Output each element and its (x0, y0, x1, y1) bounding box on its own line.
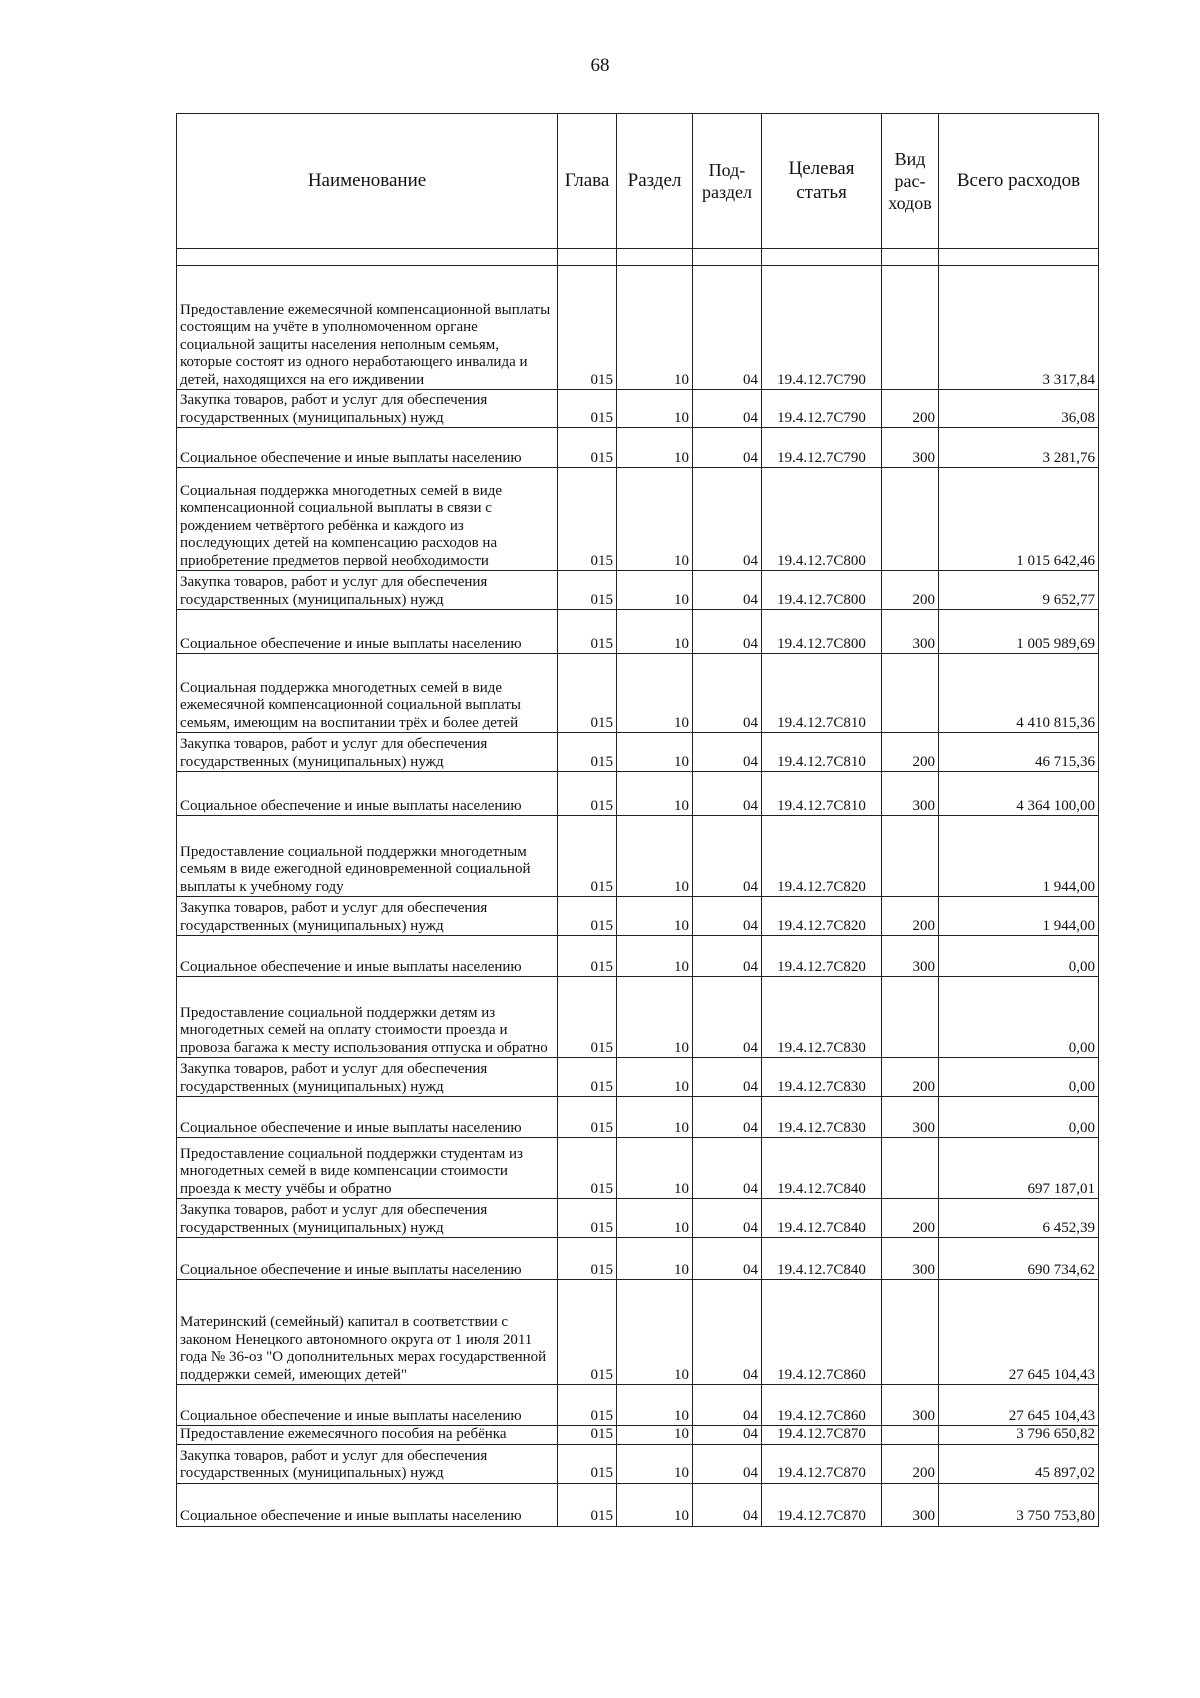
row-target-article: 19.4.12.7С820 (762, 936, 882, 977)
row-target-article: 19.4.12.7С840 (762, 1199, 882, 1238)
row-name: Социальное обеспечение и иные выплаты населению (177, 772, 558, 816)
table-row (177, 1238, 1099, 1280)
row-expense-type (882, 1280, 939, 1385)
row-subsection: 04 (693, 816, 762, 897)
budget-table (176, 113, 1099, 1527)
row-section: 10 (617, 772, 693, 816)
row-target-article: 19.4.12.7С800 (762, 468, 882, 571)
row-target-article: 19.4.12.7С840 (762, 1138, 882, 1199)
row-section: 10 (617, 1280, 693, 1385)
row-total: 3 796 650,82 (939, 1426, 1099, 1445)
row-section: 10 (617, 1483, 693, 1526)
row-target-article: 19.4.12.7С790 (762, 428, 882, 468)
row-total: 4 410 815,36 (939, 654, 1099, 733)
row-expense-type (882, 977, 939, 1058)
page-number: 68 (590, 55, 610, 76)
row-total: 1 005 989,69 (939, 610, 1099, 654)
row-target-article: 19.4.12.7С790 (762, 266, 882, 390)
row-name: Социальная поддержка многодетных семей в виде ежемесячной компенсационной социальной выплаты семьям, имеющим на воспитании трёх и более детей (177, 654, 558, 733)
row-target-article: 19.4.12.7С820 (762, 897, 882, 936)
row-target-article: 19.4.12.7С790 (762, 390, 882, 428)
row-subsection: 04 (693, 936, 762, 977)
row-chapter: 015 (558, 733, 617, 772)
row-target-article: 19.4.12.7С870 (762, 1426, 882, 1445)
row-section: 10 (617, 1097, 693, 1138)
row-total: 0,00 (939, 1097, 1099, 1138)
row-subsection: 04 (693, 266, 762, 390)
row-total: 0,00 (939, 936, 1099, 977)
row-total: 3 750 753,80 (939, 1483, 1099, 1526)
row-target-article: 19.4.12.7С820 (762, 816, 882, 897)
row-name: Материнский (семейный) капитал в соответствии с законом Ненецкого автономного округа от 1 июля 2011 года № 36-оз "О дополнительных мерах государственной поддержки семей, имеющих детей" (177, 1280, 558, 1385)
row-name: Предоставление ежемесячного пособия на ребёнка (177, 1426, 558, 1445)
row-section: 10 (617, 654, 693, 733)
row-total: 9 652,77 (939, 571, 1099, 610)
row-chapter: 015 (558, 266, 617, 390)
table-row (177, 468, 1099, 571)
row-chapter: 015 (558, 1483, 617, 1526)
row-section: 10 (617, 816, 693, 897)
row-total: 697 187,01 (939, 1138, 1099, 1199)
table-row (177, 390, 1099, 428)
row-expense-type (882, 266, 939, 390)
row-name: Предоставление социальной поддержки многодетным семьям в виде ежегодной единовременной социальной выплаты к учебному году (177, 816, 558, 897)
row-chapter: 015 (558, 571, 617, 610)
row-subsection: 04 (693, 390, 762, 428)
table-row (177, 1097, 1099, 1138)
row-section: 10 (617, 571, 693, 610)
row-name: Предоставление социальной поддержки детям из многодетных семей на оплату стоимости проезда и провоза багажа к месту использования отпуска и обратно (177, 977, 558, 1058)
row-total: 27 645 104,43 (939, 1385, 1099, 1426)
row-expense-type (882, 468, 939, 571)
header-gap-row (177, 249, 1099, 266)
table-row (177, 816, 1099, 897)
row-chapter: 015 (558, 1058, 617, 1097)
row-total: 1 944,00 (939, 816, 1099, 897)
row-subsection: 04 (693, 1444, 762, 1483)
row-name: Закупка товаров, работ и услуг для обеспечения государственных (муниципальных) нужд (177, 1199, 558, 1238)
row-total: 690 734,62 (939, 1238, 1099, 1280)
row-name: Закупка товаров, работ и услуг для обеспечения государственных (муниципальных) нужд (177, 1058, 558, 1097)
row-expense-type: 200 (882, 571, 939, 610)
row-chapter: 015 (558, 1444, 617, 1483)
row-expense-type: 200 (882, 390, 939, 428)
row-expense-type: 300 (882, 772, 939, 816)
table-row (177, 977, 1099, 1058)
row-expense-type (882, 654, 939, 733)
row-chapter: 015 (558, 772, 617, 816)
table-header-row (177, 114, 1099, 249)
row-subsection: 04 (693, 1058, 762, 1097)
header-section: Раздел (617, 114, 693, 249)
row-subsection: 04 (693, 1426, 762, 1445)
row-total: 36,08 (939, 390, 1099, 428)
row-section: 10 (617, 1199, 693, 1238)
row-total: 0,00 (939, 1058, 1099, 1097)
row-name: Социальное обеспечение и иные выплаты населению (177, 1483, 558, 1526)
row-chapter: 015 (558, 1385, 617, 1426)
row-expense-type (882, 816, 939, 897)
row-target-article: 19.4.12.7С840 (762, 1238, 882, 1280)
table-row (177, 428, 1099, 468)
row-total: 1 015 642,46 (939, 468, 1099, 571)
row-expense-type (882, 1138, 939, 1199)
row-target-article: 19.4.12.7С870 (762, 1483, 882, 1526)
row-target-article: 19.4.12.7С810 (762, 654, 882, 733)
row-section: 10 (617, 1058, 693, 1097)
row-subsection: 04 (693, 1483, 762, 1526)
row-chapter: 015 (558, 897, 617, 936)
row-expense-type: 300 (882, 610, 939, 654)
header-chapter: Глава (558, 114, 617, 249)
row-chapter: 015 (558, 1280, 617, 1385)
table-row (177, 1483, 1099, 1526)
row-expense-type: 200 (882, 897, 939, 936)
row-total: 46 715,36 (939, 733, 1099, 772)
row-section: 10 (617, 468, 693, 571)
row-name: Предоставление ежемесячной компенсационной выплаты состоящим на учёте в уполномоченном органе социальной защиты населения неполным семьям, которые состоят из одного неработающего инвалида и детей, находящихся на его иждивении (177, 266, 558, 390)
table-row (177, 1199, 1099, 1238)
row-name: Социальное обеспечение и иные выплаты населению (177, 936, 558, 977)
row-subsection: 04 (693, 1199, 762, 1238)
table-row (177, 1385, 1099, 1426)
row-expense-type (882, 1426, 939, 1445)
header-subsection: Под- раздел (693, 114, 762, 249)
row-subsection: 04 (693, 1138, 762, 1199)
row-subsection: 04 (693, 428, 762, 468)
row-chapter: 015 (558, 1426, 617, 1445)
table-row (177, 654, 1099, 733)
row-expense-type: 300 (882, 1385, 939, 1426)
row-total: 45 897,02 (939, 1444, 1099, 1483)
row-name: Социальная поддержка многодетных семей в виде компенсационной социальной выплаты в связи с рождением четвёртого ребёнка и каждого из последующих детей на компенсацию расходов на приобретение предметов первой необходимости (177, 468, 558, 571)
row-subsection: 04 (693, 1238, 762, 1280)
row-name: Закупка товаров, работ и услуг для обеспечения государственных (муниципальных) нужд (177, 571, 558, 610)
row-expense-type: 300 (882, 428, 939, 468)
table-row (177, 733, 1099, 772)
row-target-article: 19.4.12.7С830 (762, 1097, 882, 1138)
row-name: Социальное обеспечение и иные выплаты населению (177, 610, 558, 654)
row-target-article: 19.4.12.7С830 (762, 1058, 882, 1097)
row-expense-type: 300 (882, 1238, 939, 1280)
row-section: 10 (617, 1444, 693, 1483)
row-total: 27 645 104,43 (939, 1280, 1099, 1385)
row-expense-type: 300 (882, 1483, 939, 1526)
header-name: Наименование (177, 114, 558, 249)
row-name: Социальное обеспечение и иные выплаты населению (177, 1385, 558, 1426)
row-chapter: 015 (558, 1138, 617, 1199)
row-total: 3 281,76 (939, 428, 1099, 468)
table-row (177, 1058, 1099, 1097)
row-name: Предоставление социальной поддержки студентам из многодетных семей в виде компенсации стоимости проезда к месту учёбы и обратно (177, 1138, 558, 1199)
row-target-article: 19.4.12.7С860 (762, 1280, 882, 1385)
header-target-article: Целевая статья (762, 114, 882, 249)
row-total: 6 452,39 (939, 1199, 1099, 1238)
row-section: 10 (617, 733, 693, 772)
row-target-article: 19.4.12.7С810 (762, 733, 882, 772)
row-section: 10 (617, 1426, 693, 1445)
row-chapter: 015 (558, 1199, 617, 1238)
row-target-article: 19.4.12.7С800 (762, 610, 882, 654)
row-section: 10 (617, 428, 693, 468)
row-chapter: 015 (558, 428, 617, 468)
table-body (177, 266, 1099, 1527)
row-name: Социальное обеспечение и иные выплаты населению (177, 428, 558, 468)
row-chapter: 015 (558, 977, 617, 1058)
row-target-article: 19.4.12.7С860 (762, 1385, 882, 1426)
row-subsection: 04 (693, 733, 762, 772)
row-total: 3 317,84 (939, 266, 1099, 390)
row-total: 0,00 (939, 977, 1099, 1058)
row-subsection: 04 (693, 977, 762, 1058)
row-section: 10 (617, 1138, 693, 1199)
row-expense-type: 200 (882, 1058, 939, 1097)
table-row (177, 936, 1099, 977)
row-subsection: 04 (693, 772, 762, 816)
row-expense-type: 200 (882, 1444, 939, 1483)
row-total: 4 364 100,00 (939, 772, 1099, 816)
row-subsection: 04 (693, 1385, 762, 1426)
row-name: Закупка товаров, работ и услуг для обеспечения государственных (муниципальных) нужд (177, 733, 558, 772)
table-row (177, 1444, 1099, 1483)
row-expense-type: 200 (882, 1199, 939, 1238)
row-chapter: 015 (558, 390, 617, 428)
row-target-article: 19.4.12.7С870 (762, 1444, 882, 1483)
table-row (177, 772, 1099, 816)
row-target-article: 19.4.12.7С800 (762, 571, 882, 610)
row-subsection: 04 (693, 654, 762, 733)
table-row (177, 571, 1099, 610)
table-row (177, 1138, 1099, 1199)
row-expense-type: 300 (882, 1097, 939, 1138)
row-name: Социальное обеспечение и иные выплаты населению (177, 1097, 558, 1138)
table-row (177, 610, 1099, 654)
row-subsection: 04 (693, 1097, 762, 1138)
row-name: Закупка товаров, работ и услуг для обеспечения государственных (муниципальных) нужд (177, 1444, 558, 1483)
row-total: 1 944,00 (939, 897, 1099, 936)
row-section: 10 (617, 936, 693, 977)
row-subsection: 04 (693, 610, 762, 654)
row-name: Закупка товаров, работ и услуг для обеспечения государственных (муниципальных) нужд (177, 390, 558, 428)
row-name: Социальное обеспечение и иные выплаты населению (177, 1238, 558, 1280)
table-row (177, 1426, 1099, 1445)
row-chapter: 015 (558, 654, 617, 733)
row-subsection: 04 (693, 468, 762, 571)
row-section: 10 (617, 897, 693, 936)
row-chapter: 015 (558, 936, 617, 977)
row-section: 10 (617, 390, 693, 428)
table-row (177, 1280, 1099, 1385)
row-chapter: 015 (558, 468, 617, 571)
row-subsection: 04 (693, 1280, 762, 1385)
table-row (177, 897, 1099, 936)
table-row (177, 266, 1099, 390)
row-section: 10 (617, 266, 693, 390)
row-target-article: 19.4.12.7С830 (762, 977, 882, 1058)
row-expense-type: 200 (882, 733, 939, 772)
header-total: Всего расходов (939, 114, 1099, 249)
row-subsection: 04 (693, 571, 762, 610)
row-chapter: 015 (558, 1238, 617, 1280)
row-expense-type: 300 (882, 936, 939, 977)
row-chapter: 015 (558, 610, 617, 654)
row-section: 10 (617, 1385, 693, 1426)
row-target-article: 19.4.12.7С810 (762, 772, 882, 816)
row-name: Закупка товаров, работ и услуг для обеспечения государственных (муниципальных) нужд (177, 897, 558, 936)
row-section: 10 (617, 1238, 693, 1280)
row-chapter: 015 (558, 816, 617, 897)
row-section: 10 (617, 977, 693, 1058)
row-section: 10 (617, 610, 693, 654)
row-chapter: 015 (558, 1097, 617, 1138)
header-expense-type: Вид рас- ходов (882, 114, 939, 249)
row-subsection: 04 (693, 897, 762, 936)
